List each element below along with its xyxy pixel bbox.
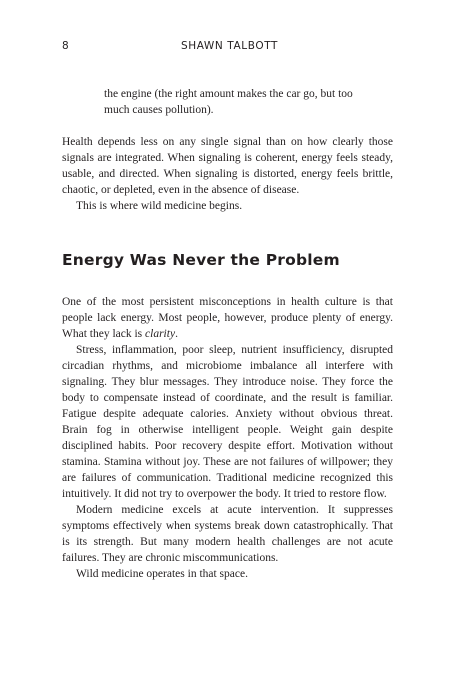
running-head: [62, 40, 393, 54]
paragraph: Health depends less on any single signal than on how clearly those signals are integrated. When signaling is coherent, energy feels steady, usable, and directed. When signaling is distorted, energy feels brittle, chaotic, or depleted, even in the absence of disease.: [62, 136, 393, 196]
section-intro: [62, 134, 393, 214]
paragraph-text: .: [175, 328, 178, 340]
paragraph: Stress, inflammation, poor sleep, nutrient insufficiency, disrupted circadian rhythms, and microbiome imbalance all interfere with signaling. They blur messages. They introduce noise. They force the body to compensate instead of coordinate, and the result is familiar. Fatigue despite adequate calories. Anxiety without obvious threat. Brain fog in otherwise intelligent people. Weight gain despite disciplined habits. Poor recovery despite effort. Motivation without stamina. Stamina without joy. These are not failures of willpower; they are failures of communication. Traditional medicine recognized this intuitively. It did not try to overpower the body. It tried to restore flow.: [62, 344, 393, 500]
paragraph: Wild medicine operates in that space.: [76, 568, 248, 580]
paragraph: This is where wild medicine begins.: [76, 200, 243, 212]
running-title: SHAWN TALBOTT: [180, 40, 279, 52]
section-heading: Energy Was Never the Problem: [62, 251, 340, 269]
section-body: [62, 294, 393, 582]
paragraph: Modern medicine excels at acute intervention. It suppresses symptoms effectively when systems break down catastrophically. That is its strength. But many modern health challenges are not acute failures. They are chronic miscommunications.: [62, 504, 393, 564]
paragraph: [62, 294, 393, 342]
emphasis-text: clarity: [145, 328, 176, 340]
page-number: 8: [62, 40, 70, 52]
paragraph-text: One of the most persistent misconceptions in health culture is that people lack energy. Most people, however, produce plenty of energy. What they lack is: [62, 296, 393, 340]
quote-continuation: the engine (the right amount makes the car go, but too much causes pollution).: [104, 88, 353, 116]
